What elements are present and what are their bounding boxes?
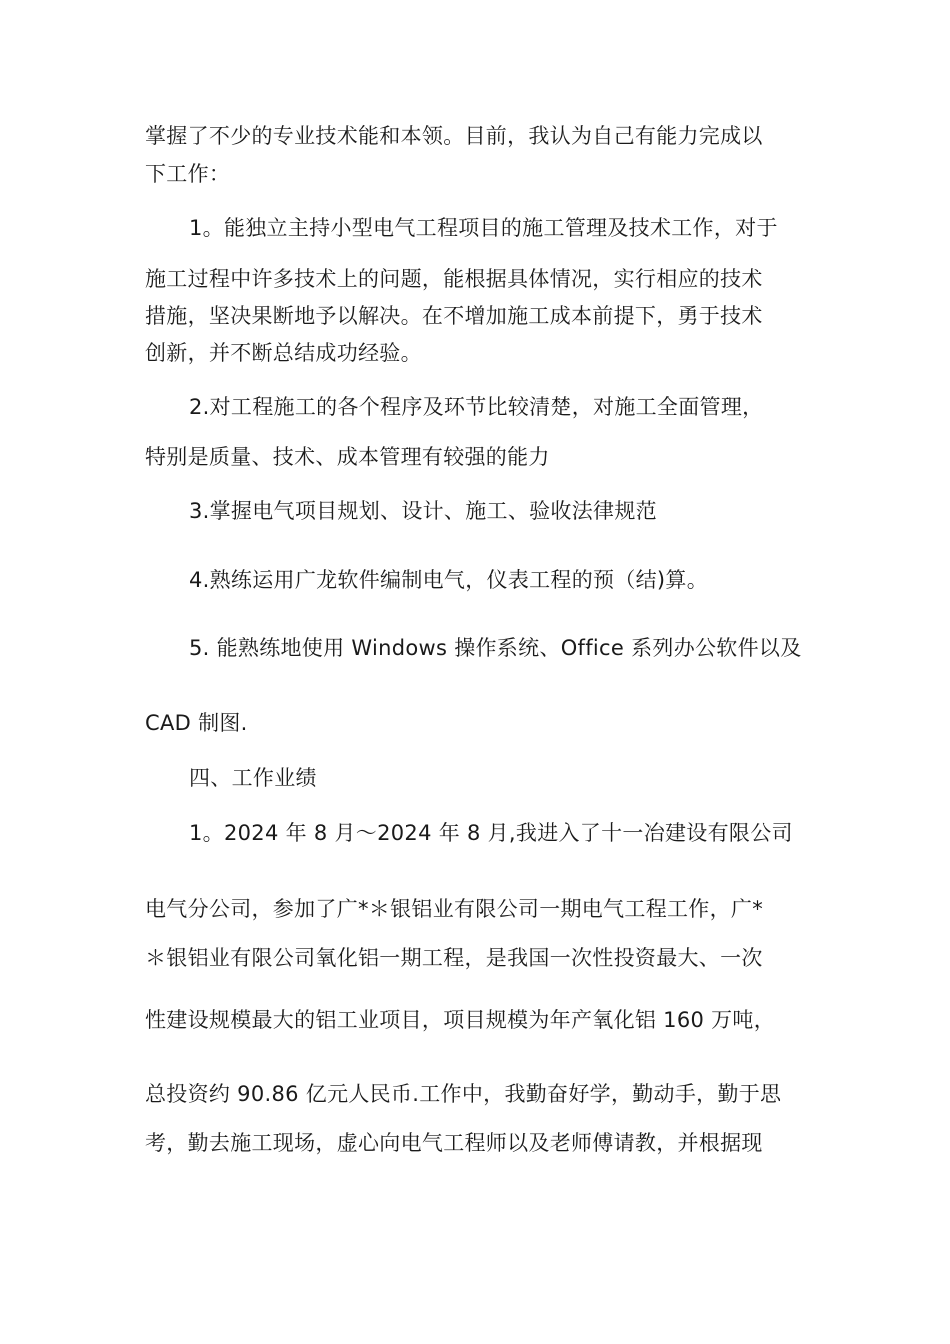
body-text-line: 创新，并不断总结成功经验。 — [145, 341, 422, 365]
body-text-line: 总投资约 90.86 亿元人民币.工作中，我勤奋好学，勤动手，勤于思 — [145, 1082, 782, 1106]
body-text-line: 下工作： — [145, 162, 231, 186]
list-item-text: 1。能独立主持小型电气工程项目的施工管理及技术工作，对于 — [189, 216, 778, 240]
section-heading: 四、工作业绩 — [189, 766, 317, 790]
body-text-line: 特别是质量、技术、成本管理有较强的能力 — [145, 445, 550, 469]
list-item-text: 5. 能熟练地使用 Windows 操作系统、Office 系列办公软件以及 — [189, 636, 802, 660]
body-text-line: 考，勤去施工现场，虚心向电气工程师以及老师傅请教，并根据现 — [145, 1131, 763, 1155]
body-text-line: 措施，坚决果断地予以解决。在不增加施工成本前提下，勇于技术 — [145, 304, 763, 328]
body-text-line: 掌握了不少的专业技术能和本领。目前，我认为自己有能力完成以 — [145, 124, 763, 148]
body-text-line: CAD 制图. — [145, 711, 248, 735]
body-text-line: 施工过程中许多技术上的问题，能根据具体情况，实行相应的技术 — [145, 267, 763, 291]
body-text-line: ＊银铝业有限公司氧化铝一期工程，是我国一次性投资最大、一次 — [145, 946, 763, 970]
body-text-line: 性建设规模最大的铝工业项目，项目规模为年产氧化铝 160 万吨， — [145, 1008, 776, 1032]
list-item-text: 3.掌握电气项目规划、设计、施工、验收法律规范 — [189, 499, 657, 523]
list-item-text: 4.熟练运用广龙软件编制电气，仪表工程的预（结)算。 — [189, 568, 709, 592]
body-text-line: 电气分公司，参加了广*＊银铝业有限公司一期电气工程工作，广* — [145, 897, 763, 921]
list-item-text: 2.对工程施工的各个程序及环节比较清楚，对施工全面管理， — [189, 395, 764, 419]
list-item-text: 1。2024 年 8 月～2024 年 8 月,我进入了十一冶建设有限公司 — [189, 821, 793, 845]
